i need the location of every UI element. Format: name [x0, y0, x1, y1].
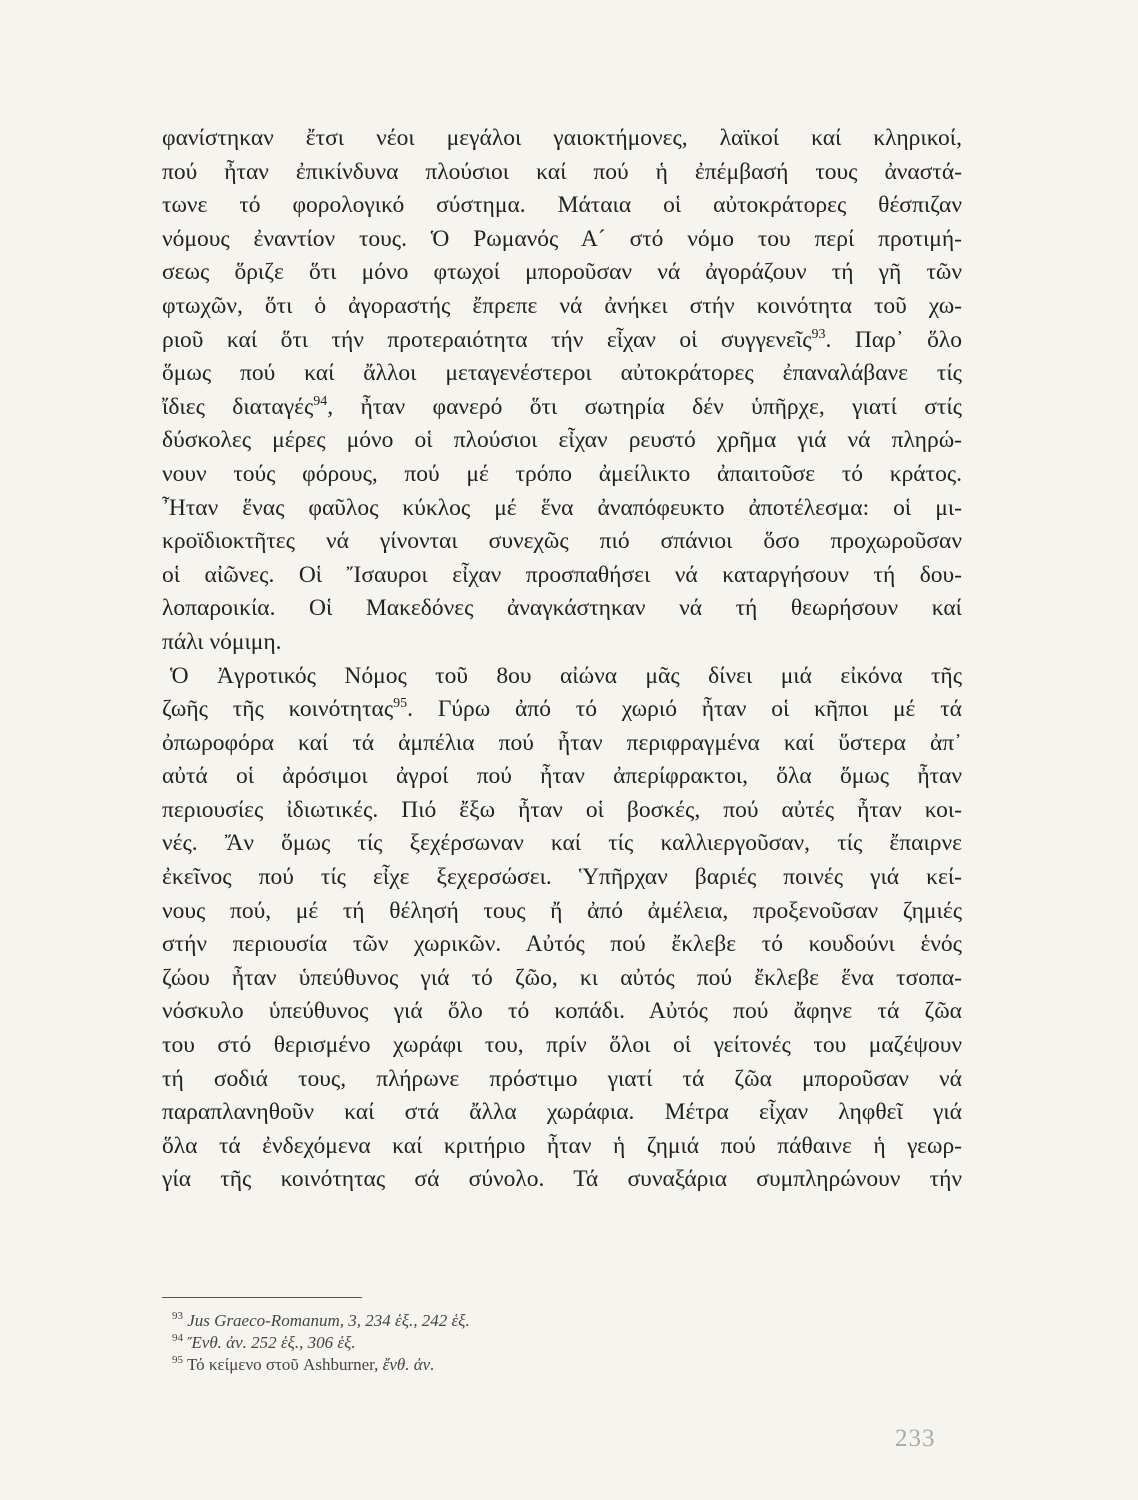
text-segment: ριοῦ καί ὅτι τήν προτεραιότητα τήν εἶχαν οἱ συγγενεῖς	[162, 326, 812, 353]
text-line: νόμους ἐναντίον τους. Ὁ Ρωμανός Α´ στό νόμο του περί προτιμή-	[162, 225, 962, 252]
text-line: Ἦταν ἕνας φαῦλος κύκλος μέ ἕνα ἀναπόφευκτο ἀποτέλεσμα: οἱ μι-	[162, 494, 962, 521]
footnote-ref-95: 95	[393, 696, 408, 712]
text-line: φανίστηκαν ἔτσι νέοι μεγάλοι γαιοκτήμονες, λαϊκοί καί κληρικοί,	[162, 125, 962, 151]
text-line: σεως ὅριζε ὅτι μόνο φτωχοί μποροῦσαν νά ἀγοράζουν τή γῆ τῶν	[162, 259, 962, 286]
text-line: νές. Ἄν ὅμως τίς ξεχέρσωναν καί τίς καλλιεργοῦσαν, τίς ἔπαιρνε	[162, 830, 962, 857]
text-segment: , ἦταν φανερό ὅτι σωτηρία δέν ὑπῆρχε, γιατί στίς	[327, 393, 962, 420]
text-line: γία τῆς κοινότητας σά σύνολο. Τά συναξάρια συμπληρώνουν τήν	[162, 1166, 962, 1193]
text-line: νουν τούς φόρους, πού μέ τρόπο ἀμείλικτο ἀπαιτοῦσε τό κράτος.	[162, 460, 962, 487]
footnote-text: Ἔνθ. ἀν. 252 ἑξ., 306 ἑξ.	[187, 1333, 356, 1352]
footnote-number: 95	[172, 1354, 183, 1366]
text-line: στήν περιουσία τῶν χωρικῶν. Αὐτός πού ἔκλεβε τό κουδούνι ἑνός	[162, 931, 962, 958]
text-line: οἱ αἰῶνες. Οἱ Ἴσαυροι εἶχαν προσπαθήσει νά καταργήσουν τή δου-	[162, 561, 962, 588]
text-segment: ἴδιες διαταγές	[162, 393, 314, 420]
text-line: φτωχῶν, ὅτι ὁ ἀγοραστής ἔπρεπε νά ἀνήκει στήν κοινότητα τοῦ χω-	[162, 292, 962, 319]
text-line: νόσκυλο ὑπεύθυνος γιά ὅλο τό κοπάδι. Αὐτός πού ἄφηνε τά ζῶα	[162, 998, 962, 1025]
text-line: πάλι νόμιμη.	[162, 628, 282, 655]
footnote-number: 93	[172, 1310, 183, 1322]
text-line: κροϊδιοκτῆτες νά γίνονται συνεχῶς πιό σπάνιοι ὅσο προχωροῦσαν	[162, 528, 962, 555]
text-line: ὅλα τά ἐνδεχόμενα καί κριτήριο ἦταν ἡ ζημιά πού πάθαινε ἡ γεωρ-	[162, 1132, 962, 1159]
text-line: τή σοδιά τους, πλήρωνε πρόστιμο γιατί τά ζῶα μποροῦσαν νά	[162, 1065, 962, 1092]
footnotes	[172, 1310, 772, 1376]
text-line: δύσκολες μέρες μόνο οἱ πλούσιοι εἶχαν ρευστό χρῆμα γιά νά πληρώ-	[162, 427, 962, 454]
text-segment: . Γύρω ἀπό τό χωριό ἦταν οἱ κῆποι μέ τά	[407, 696, 962, 723]
text-line: πού ἦταν ἐπικίνδυνα πλούσιοι καί πού ἡ ἐπέμβασή τους ἀναστά-	[162, 158, 962, 185]
text-line: ζώου ἦταν ὑπεύθυνος γιά τό ζῶο, κι αὐτός πού ἔκλεβε ἕνα τσοπα-	[162, 964, 962, 991]
footnote-number: 94	[172, 1332, 183, 1344]
footnote-divider	[162, 1297, 362, 1298]
footnote-94	[172, 1332, 772, 1354]
page-number: 233	[895, 1425, 936, 1452]
text-line	[162, 693, 962, 727]
text-line: ἐκεῖνος πού τίς εἶχε ξεχερσώσει. Ὑπῆρχαν βαριές ποινές γιά κεί-	[162, 864, 962, 891]
text-line: περιουσίες ἰδιωτικές. Πιό ἔξω ἦταν οἱ βοσκές, πού αὐτές ἦταν κοι-	[162, 796, 962, 823]
footnote-ref-94: 94	[313, 393, 328, 409]
footnote-text-italic: ἔνθ. ἀν.	[382, 1355, 435, 1374]
footnote-text: Jus Graeco-Romanum, 3, 234 ἑξ., 242 ἑξ.	[187, 1311, 470, 1330]
footnote-95	[172, 1354, 772, 1376]
text-line: Ὁ Ἀγροτικός Νόμος τοῦ 8ου αἰώνα μᾶς δίνει μιά εἰκόνα τῆς	[170, 662, 962, 689]
text-line: ὀπωροφόρα καί τά ἀμπέλια πού ἦταν περιφραγμένα καί ὕστερα ἀπ᾽	[162, 729, 962, 756]
text-line: παραπλανηθοῦν καί στά ἄλλα χωράφια. Μέτρα εἶχαν ληφθεῖ γιά	[162, 1099, 962, 1126]
text-line: ὅμως πού καί ἄλλοι μεταγενέστεροι αὐτοκράτορες ἐπαναλάβανε τίς	[162, 360, 962, 387]
text-line: του στό θερισμένο χωράφι του, πρίν ὅλοι οἱ γείτονές του μαζέψουν	[162, 1032, 962, 1059]
text-line: τωνε τό φορολογικό σύστημα. Μάταια οἱ αὐτοκράτορες θέσπιζαν	[162, 192, 962, 219]
text-line: νους πού, μέ τή θέλησή τους ἤ ἀπό ἀμέλεια, προξενοῦσαν ζημιές	[162, 897, 962, 924]
text-segment: ζωῆς τῆς κοινότητας	[162, 696, 394, 723]
footnote-ref-93: 93	[811, 326, 826, 342]
text-line: λοπαροικία. Οἱ Μακεδόνες ἀναγκάστηκαν νά τή θεωρήσουν καί	[162, 595, 962, 622]
body-text	[162, 122, 962, 1197]
text-line	[162, 324, 962, 358]
text-line: αὐτά οἱ ἀρόσιμοι ἀγροί πού ἦταν ἀπερίφρακτοι, ὅλα ὅμως ἦταν	[162, 763, 962, 790]
footnote-text: Τό κείμενο στοῦ Ashburner,	[186, 1355, 383, 1374]
text-segment: . Παρ᾽ ὅλο	[825, 326, 963, 353]
text-line	[162, 391, 962, 425]
footnote-93	[172, 1310, 772, 1332]
